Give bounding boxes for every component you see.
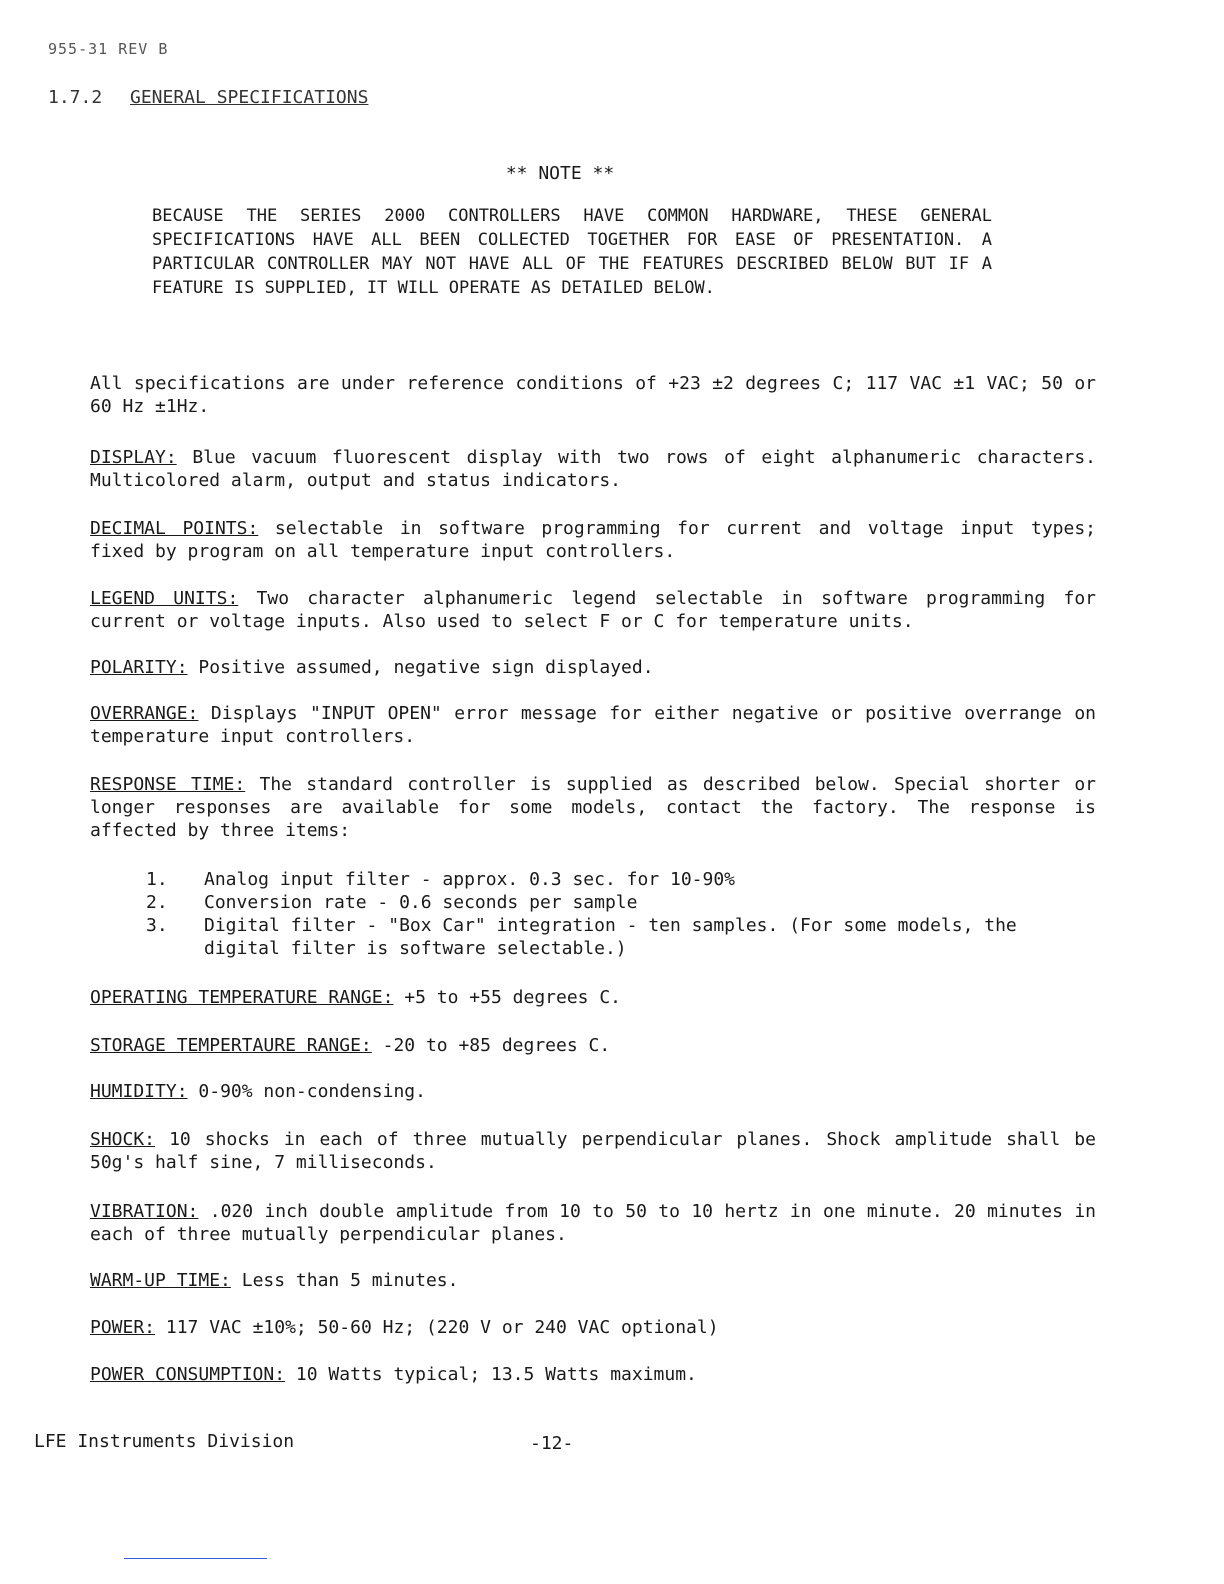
spec-label: STORAGE TEMPERTAURE RANGE: — [90, 1035, 372, 1056]
response-items-list — [146, 868, 1096, 960]
spec-legend-units — [90, 587, 1096, 633]
spec-text: Blue vacuum fluorescent display with two rows of eight alphanumeric characters. Multicolored alarm, output and status indicators. — [90, 447, 1096, 491]
note-title: ** NOTE ** — [505, 163, 615, 184]
spec-text: .020 inch double amplitude from 10 to 50 to 10 hertz in one minute. 20 minutes in each of three mutually perpendicular planes. — [90, 1201, 1096, 1245]
spec-label: OVERRANGE: — [90, 703, 199, 724]
spec-label: POLARITY: — [90, 657, 188, 678]
list-item — [146, 914, 1096, 960]
spec-text: 10 shocks in each of three mutually perpendicular planes. Shock amplitude shall be 50g's half sine, 7 milliseconds. — [90, 1129, 1096, 1173]
spec-overrange — [90, 702, 1096, 748]
spec-label: POWER: — [90, 1317, 156, 1338]
list-item — [146, 891, 1096, 914]
spec-label: HUMIDITY: — [90, 1081, 188, 1102]
spec-display — [90, 446, 1096, 492]
spec-label: SHOCK: — [90, 1129, 156, 1150]
document-code: 955-31 REV B — [48, 40, 169, 58]
spec-label: DECIMAL POINTS: — [90, 518, 259, 539]
spec-shock — [90, 1128, 1096, 1174]
note-body: BECAUSE THE SERIES 2000 CONTROLLERS HAVE COMMON HARDWARE, THESE GENERAL SPECIFICATIONS HAVE ALL BEEN COLLECTED TOGETHER FOR EASE OF PRESENTATION. A PARTICULAR CONTROLLER MAY NOT HAVE ALL OF THE FEATURES DESCRIBED BELOW BUT IF A FEATURE IS SUPPLIED, IT WILL OPERATE AS DETAILED BELOW. — [152, 206, 992, 298]
spec-power — [90, 1316, 1096, 1339]
spec-response-time — [90, 773, 1096, 842]
section-title: GENERAL SPECIFICATIONS — [130, 87, 369, 108]
spec-text: +5 to +55 degrees C. — [404, 987, 622, 1008]
spec-storage-temperature — [90, 1034, 1096, 1057]
list-item — [146, 868, 1096, 891]
spec-text: 0-90% non-condensing. — [198, 1081, 426, 1102]
page-number: -12- — [530, 1433, 574, 1454]
spec-text: Less than 5 minutes. — [241, 1270, 459, 1291]
spec-label: OPERATING TEMPERATURE RANGE: — [90, 987, 394, 1008]
spec-text: -20 to +85 degrees C. — [382, 1035, 611, 1056]
spec-text: Displays "INPUT OPEN" error message for either negative or positive overrange on temperature input controllers. — [90, 703, 1097, 747]
spec-label: LEGEND UNITS: — [90, 588, 239, 609]
list-item-text: Analog input filter - approx. 0.3 sec. for 10-90% — [204, 869, 736, 890]
footer-company: LFE Instruments Division — [34, 1431, 295, 1452]
list-item-number: 3. — [146, 915, 168, 936]
spec-label: WARM-UP TIME: — [90, 1270, 231, 1291]
spec-label: DISPLAY: — [90, 447, 177, 468]
spec-text: selectable in software programming for current and voltage input types; fixed by program on all temperature input controllers. — [90, 518, 1096, 562]
list-item-text: Conversion rate - 0.6 seconds per sample — [204, 892, 638, 913]
spec-humidity — [90, 1080, 1096, 1103]
list-item-text: Digital filter - "Box Car" integration - ten samples. (For some models, the digital filter is software selectable.) — [204, 915, 1017, 959]
list-item-number: 1. — [146, 869, 168, 890]
section-number: 1.7.2 — [48, 87, 103, 108]
spec-decimal-points — [90, 517, 1096, 563]
spec-text: Positive assumed, negative sign displayed. — [198, 657, 654, 678]
spec-warm-up-time — [90, 1269, 1096, 1292]
spec-label: VIBRATION: — [90, 1201, 199, 1222]
spec-polarity — [90, 656, 1096, 679]
spec-text: 117 VAC ±10%; 50-60 Hz; (220 V or 240 VAC optional) — [165, 1317, 719, 1338]
spec-operating-temperature — [90, 986, 1096, 1009]
spec-text: Two character alphanumeric legend selectable in software programming for current or voltage inputs. Also used to select F or C for temperature units. — [90, 588, 1096, 632]
list-item-number: 2. — [146, 892, 168, 913]
spec-vibration — [90, 1200, 1096, 1246]
spec-label: POWER CONSUMPTION: — [90, 1364, 286, 1385]
intro-paragraph: All specifications are under reference conditions of +23 ±2 degrees C; 117 VAC ±1 VAC; 50 or 60 Hz ±1Hz. — [90, 373, 1096, 417]
spec-text: The standard controller is supplied as described below. Special shorter or longer responses are available for some models, contact the factory. The response is affected by three items: — [90, 774, 1096, 841]
spec-text: 10 Watts typical; 13.5 Watts maximum. — [295, 1364, 697, 1385]
bottom-divider — [124, 1558, 267, 1559]
spec-label: RESPONSE TIME: — [90, 774, 246, 795]
spec-power-consumption — [90, 1363, 1096, 1386]
